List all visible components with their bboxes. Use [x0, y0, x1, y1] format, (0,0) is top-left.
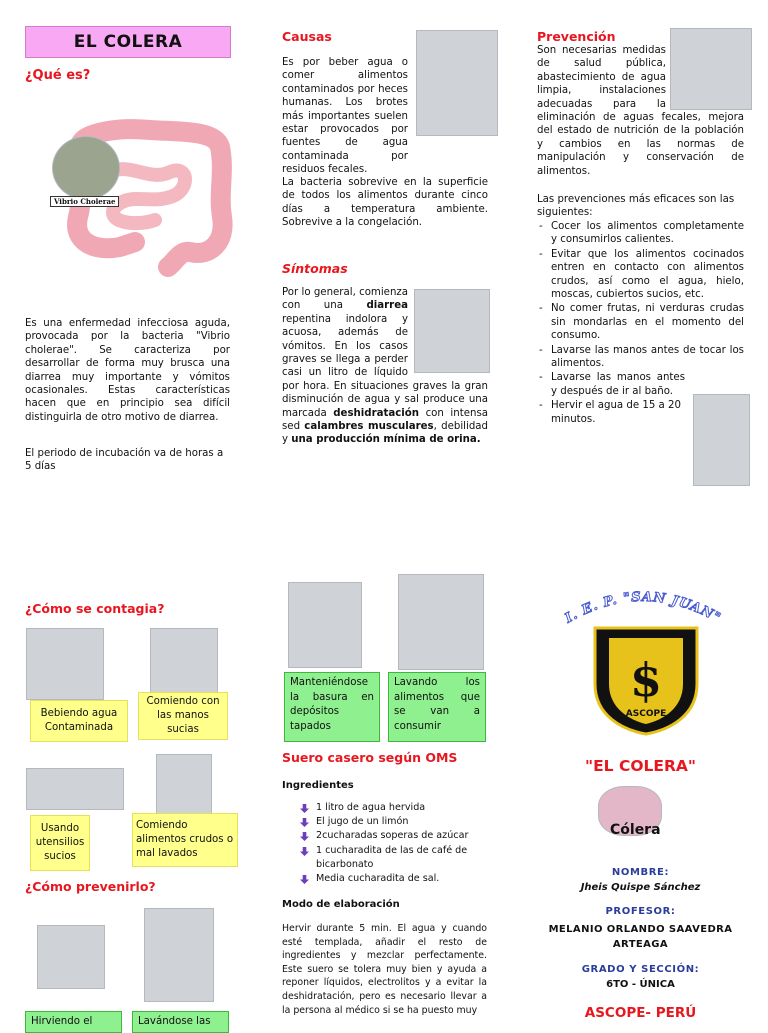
arrow-down-icon — [300, 847, 309, 856]
sint-text-c: repentina indolora y acuosa, además de vómitos. En los casos graves se llega a perder casi un litro de líquido por hora. En situaciones graves la gran disminución de agua y sal produce una marcada — [282, 313, 488, 419]
contagio-box-2: Comiendo con las manos sucias — [138, 692, 228, 740]
arrow-down-icon — [300, 804, 309, 813]
modo-paragraph: Hervir durante 5 min. El agua y cuando esté templada, añadir el resto de ingredientes y mezclar perfectamente. Este suero se tolera muy bien y ayuda a reponer líquidos, electrolitos y a evitar la deshidratación, pero es necesario llevar a la persona al médico si se ha puesto muy — [282, 923, 487, 1016]
profesor-value: MELANIO ORLANDO SAAVEDRA ARTEAGA — [548, 924, 733, 950]
list-item: - Cocer los alimentos completamente y consumirlos calientes. — [537, 220, 744, 247]
contagio-box-4: Comiendo alimentos crudos o mal lavados — [132, 813, 238, 867]
green-box-lavando: Lavando los alimentos que se van a consumir — [388, 672, 486, 742]
contagio-box-3: Usando utensilios sucios — [30, 815, 90, 871]
list-item: 1 cucharadita de las de café de bicarbonato — [298, 844, 488, 872]
sint-text-e: con intensa sed — [282, 407, 488, 433]
modo-heading: Modo de elaboración — [282, 899, 400, 910]
list-item: - Lavarse las manos antes y después de ir al baño. — [537, 371, 685, 398]
green-box-basura: Manteniéndose la basura en depósitos tapados — [284, 672, 380, 742]
list-item: - Lavarse las manos antes de tocar los alimentos. — [537, 344, 744, 371]
sint-orina: una producción mínima de orina. — [291, 434, 481, 446]
sint-text-a: Por lo general, comienza con una — [282, 287, 408, 312]
prevenir-box-2: Lavándose las — [132, 1011, 229, 1033]
list-item: - Hervir el agua de 15 a 20 minutos. — [537, 399, 685, 426]
arrow-down-icon — [300, 875, 309, 884]
sint-text-g: , debilidad y — [282, 421, 488, 446]
sintomas-paragraph — [282, 286, 488, 447]
cover-title: "EL COLERA" — [585, 757, 696, 775]
ingredientes-list — [298, 801, 488, 886]
bacteria-microscope-photo — [52, 136, 120, 200]
brochure-title: EL COLERA — [25, 26, 231, 58]
arrow-down-icon — [300, 818, 309, 827]
prevencion-intro — [537, 44, 744, 178]
svg-text:$: $ — [629, 653, 663, 707]
sint-diarrea: diarrea — [366, 300, 408, 312]
prevencion-heading: Prevención — [537, 29, 616, 44]
school-crest — [591, 624, 701, 736]
girl-drinking-image — [26, 628, 104, 700]
que-es-paragraph: Es una enfermedad infecciosa aguda, provocada por la bacteria "Vibrio cholerae". Se caracteriza por desarrollar de forma muy brusca una diarrea muy importante y vómitos ocasionales. Estas características hacen que en principio sea difícil distinguirla de otro motivo de diarrea. — [25, 318, 230, 423]
boiling-kettle-image — [37, 925, 105, 989]
grado-value: 6TO - ÚNICA — [606, 979, 675, 990]
boy-drinking-water-image — [416, 30, 498, 136]
causas-paragraph-1: Es por beber agua o comer alimentos contaminados por heces humanas. Los brotes más importantes suelen estar provocados por fuentes de agua contaminada por residuos fecales. — [282, 57, 408, 176]
svg-text:I. E. P. "SAN JUAN" — [562, 590, 724, 627]
prevencion-intro-2: Las prevenciones más eficaces son las siguientes: — [537, 194, 735, 219]
contagio-box-1: Bebiendo agua Contaminada — [30, 700, 128, 742]
school-arc-text: I. E. P. "SAN JUAN" — [562, 589, 724, 627]
washing-hands-tap-image — [144, 908, 214, 1002]
arrow-down-icon — [300, 832, 309, 841]
list-item: - Evitar que los alimentos cocinados entren en contacto con alimentos crudos, así como el agua, hielo, moscas, cubiertos sucios, etc. — [537, 248, 744, 302]
girl-eating-salad-image — [156, 754, 212, 814]
school-name-arc — [548, 580, 738, 630]
sint-calambres: calambres musculares — [304, 421, 434, 433]
sintomas-heading: Síntomas — [282, 261, 348, 276]
image-float-spacer — [408, 286, 488, 372]
woman-washing-vegetables-image — [398, 574, 484, 670]
incubation-paragraph: El periodo de incubación va de horas a 5 días — [25, 448, 224, 473]
list-item: - No comer frutas, ni verduras crudas sin mondarlas en el momento del consumo. — [537, 302, 744, 342]
causas-heading: Causas — [282, 29, 332, 44]
causas-paragraph-2: La bacteria sobrevive en la superficie de todos los alimentos durante cinco días a temperatura ambiente. Sobrevive a la congelación. — [282, 177, 488, 229]
vibrio-label: Vibrio Cholerae — [50, 196, 119, 207]
suero-heading: Suero casero según OMS — [282, 750, 458, 765]
image-float-spacer — [666, 44, 744, 106]
profesor-label: PROFESOR: — [605, 906, 676, 917]
crest-text: ASCOPE — [625, 709, 667, 719]
que-es-heading: ¿Qué es? — [25, 68, 91, 83]
footer-location: ASCOPE- PERÚ — [584, 1005, 697, 1021]
list-item: 2cucharadas soperas de azúcar — [298, 829, 488, 843]
fork-image — [26, 768, 124, 810]
list-item: Media cucharadita de sal. — [298, 872, 488, 886]
prevenirlo-heading: ¿Cómo prevenirlo? — [25, 879, 156, 894]
contagia-heading: ¿Cómo se contagia? — [25, 601, 165, 616]
prevenir-box-1: Hirviendo el — [25, 1011, 122, 1033]
list-item: 1 litro de agua hervida — [298, 801, 488, 815]
grado-label: GRADO Y SECCIÓN: — [581, 964, 700, 975]
prevencion-intro-text: Son necesarias medidas de salud pública, abastecimiento de agua limpia, instalaciones adecuadas para la eliminación de aguas fecales, mejora del estado de nutrición de la población y cambios en las normas de manipulación y conservación de alimentos. — [537, 45, 744, 177]
prevencion-list — [537, 220, 744, 426]
nombre-label: NOMBRE: — [611, 867, 670, 878]
colera-label: Cólera — [610, 822, 661, 838]
nombre-value: Jheis Quispe Sánchez — [580, 882, 701, 893]
sint-deshidratacion: deshidratación — [333, 407, 419, 419]
trash-can-image — [288, 582, 362, 668]
boy-eating-burger-image — [150, 628, 218, 694]
ingredientes-heading: Ingredientes — [282, 780, 354, 791]
list-item: El jugo de un limón — [298, 815, 488, 829]
